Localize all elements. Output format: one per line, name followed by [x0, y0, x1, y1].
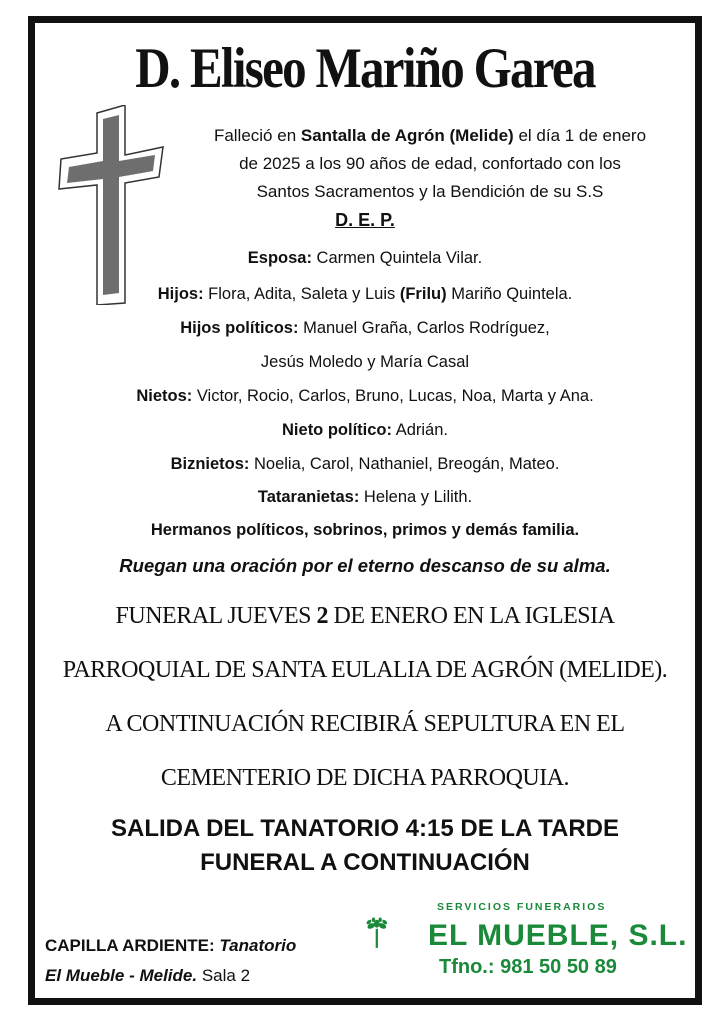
logo-name: EL MUEBLE, S.L.	[428, 919, 688, 952]
intro-line-2: de 2025 a los 90 años de edad, confortado con los	[239, 154, 621, 173]
cross-icon	[55, 105, 165, 305]
hijos-line: Hijos: Flora, Adita, Saleta y Luis (Frilu) Mariño Quintela.	[157, 285, 573, 303]
logo-phone: Tfno.: 981 50 50 89	[439, 956, 617, 978]
salida-line-2: FUNERAL A CONTINUACIÓN	[200, 849, 530, 876]
funeral-line-1: FUNERAL JUEVES 2 DE ENERO EN LA IGLESIA	[115, 603, 615, 629]
biznietos-line: Biznietos: Noelia, Carol, Nathaniel, Breogán, Mateo.	[170, 455, 560, 473]
intro-line-1: Falleció en Santalla de Agrón (Melide) el día 1 de enero	[213, 126, 647, 145]
hijos-politicos-line-1: Hijos políticos: Manuel Graña, Carlos Rodríguez,	[180, 319, 550, 337]
capilla-ardiente: CAPILLA ARDIENTE: Tanatorio El Mueble - Melide. Sala 2	[45, 936, 297, 985]
funeral-line-2: PARROQUIAL DE SANTA EULALIA DE AGRÓN (MELIDE).	[62, 657, 668, 683]
intro-line-3: Santos Sacramentos y la Bendición de su S.S	[256, 182, 604, 201]
tataranietas-line: Tataranietas: Helena y Lilith.	[257, 488, 473, 506]
funeral-line-3: A CONTINUACIÓN RECIBIRÁ SEPULTURA EN EL	[105, 711, 625, 737]
hijos-politicos-line-2: Jesús Moledo y María Casal	[260, 353, 470, 371]
prayer-line: Ruegan una oración por el eterno descanso de su alma.	[119, 555, 611, 576]
nieto-politico-line: Nieto político: Adrián.	[282, 421, 448, 439]
esposa-line: Esposa: Carmen Quintela Vilar.	[247, 249, 483, 267]
deceased-name: D. Eliseo Mariño Garea	[135, 37, 595, 100]
nietos-line: Nietos: Victor, Rocio, Carlos, Bruno, Lucas, Noa, Marta y Ana.	[136, 387, 594, 405]
salida-line-1: SALIDA DEL TANATORIO 4:15 DE LA TARDE	[110, 815, 620, 842]
dep-heading: D. E. P.	[335, 210, 395, 230]
obituary-card	[28, 16, 702, 1005]
hermanos-line: Hermanos políticos, sobrinos, primos y demás familia.	[150, 521, 580, 539]
funeral-line-4: CEMENTERIO DE DICHA PARROQUIA.	[160, 765, 570, 791]
logo-subtitle: SERVICIOS FUNERARIOS	[437, 901, 607, 913]
